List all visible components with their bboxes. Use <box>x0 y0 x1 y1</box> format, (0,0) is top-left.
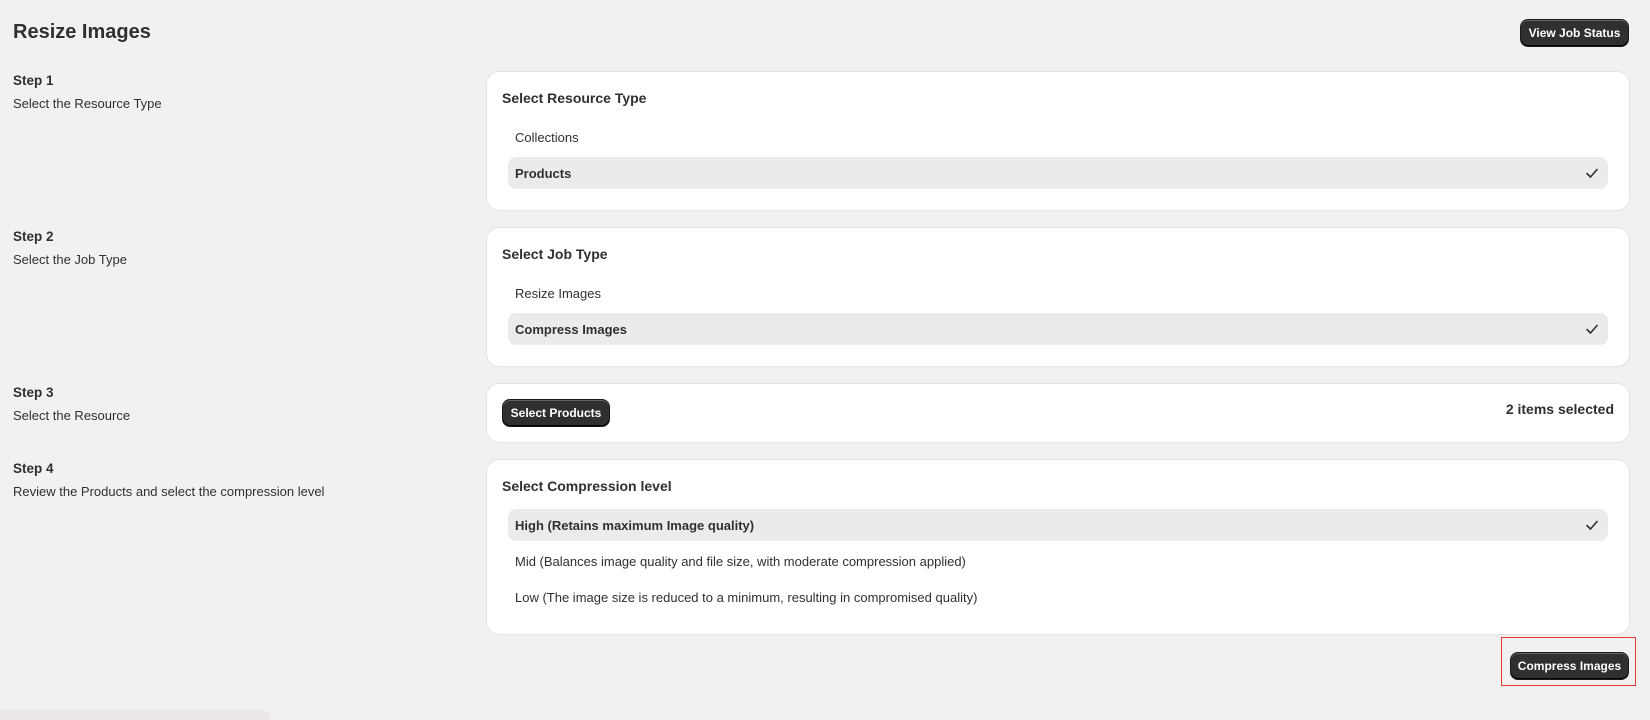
step-1 <box>13 73 162 111</box>
compress-images-button[interactable]: Compress Images <box>1510 652 1629 680</box>
step-3-title: Step 3 <box>13 385 54 400</box>
step-1-title: Step 1 <box>13 73 54 88</box>
page-title: Resize Images <box>13 21 151 43</box>
option-label: Compress Images <box>515 321 627 337</box>
compression-level-card <box>487 460 1629 634</box>
option-label: Mid (Balances image quality and file size, with moderate compression applied) <box>515 553 966 569</box>
option-compress-images[interactable] <box>508 313 1608 345</box>
step-3 <box>13 385 130 423</box>
job-type-title: Select Job Type <box>502 246 608 262</box>
checkmark-icon <box>1584 517 1600 533</box>
step-2-title: Step 2 <box>13 229 54 244</box>
select-products-button[interactable]: Select Products <box>502 399 610 427</box>
step-2 <box>13 229 127 267</box>
step-3-description: Select the Resource <box>13 408 131 423</box>
items-selected-count: 2 items selected <box>1505 401 1614 417</box>
checkmark-icon <box>1584 165 1600 181</box>
option-label: High (Retains maximum Image quality) <box>515 517 755 533</box>
option-collections[interactable] <box>508 121 1608 153</box>
option-label: Products <box>515 165 572 181</box>
option-compression-high[interactable] <box>508 509 1608 541</box>
job-type-card <box>487 228 1629 366</box>
option-label: Low (The image size is reduced to a minimum, resulting in compromised quality) <box>515 589 978 605</box>
bottom-strip <box>0 710 270 720</box>
resource-selection-card <box>487 384 1629 442</box>
step-4 <box>13 461 324 499</box>
resource-type-title: Select Resource Type <box>502 90 647 106</box>
step-1-description: Select the Resource Type <box>13 96 162 111</box>
checkmark-icon <box>1584 321 1600 337</box>
step-4-description: Review the Products and select the compression level <box>13 484 325 499</box>
option-label: Collections <box>515 129 579 145</box>
option-resize-images[interactable] <box>508 277 1608 309</box>
view-job-status-button[interactable]: View Job Status <box>1520 19 1629 47</box>
resource-type-card <box>487 72 1629 210</box>
compression-level-title: Select Compression level <box>502 478 672 494</box>
step-2-description: Select the Job Type <box>13 252 127 267</box>
option-label: Resize Images <box>515 285 601 301</box>
option-compression-low[interactable] <box>508 581 1608 613</box>
step-4-title: Step 4 <box>13 461 54 476</box>
option-compression-mid[interactable] <box>508 545 1608 577</box>
option-products[interactable] <box>508 157 1608 189</box>
